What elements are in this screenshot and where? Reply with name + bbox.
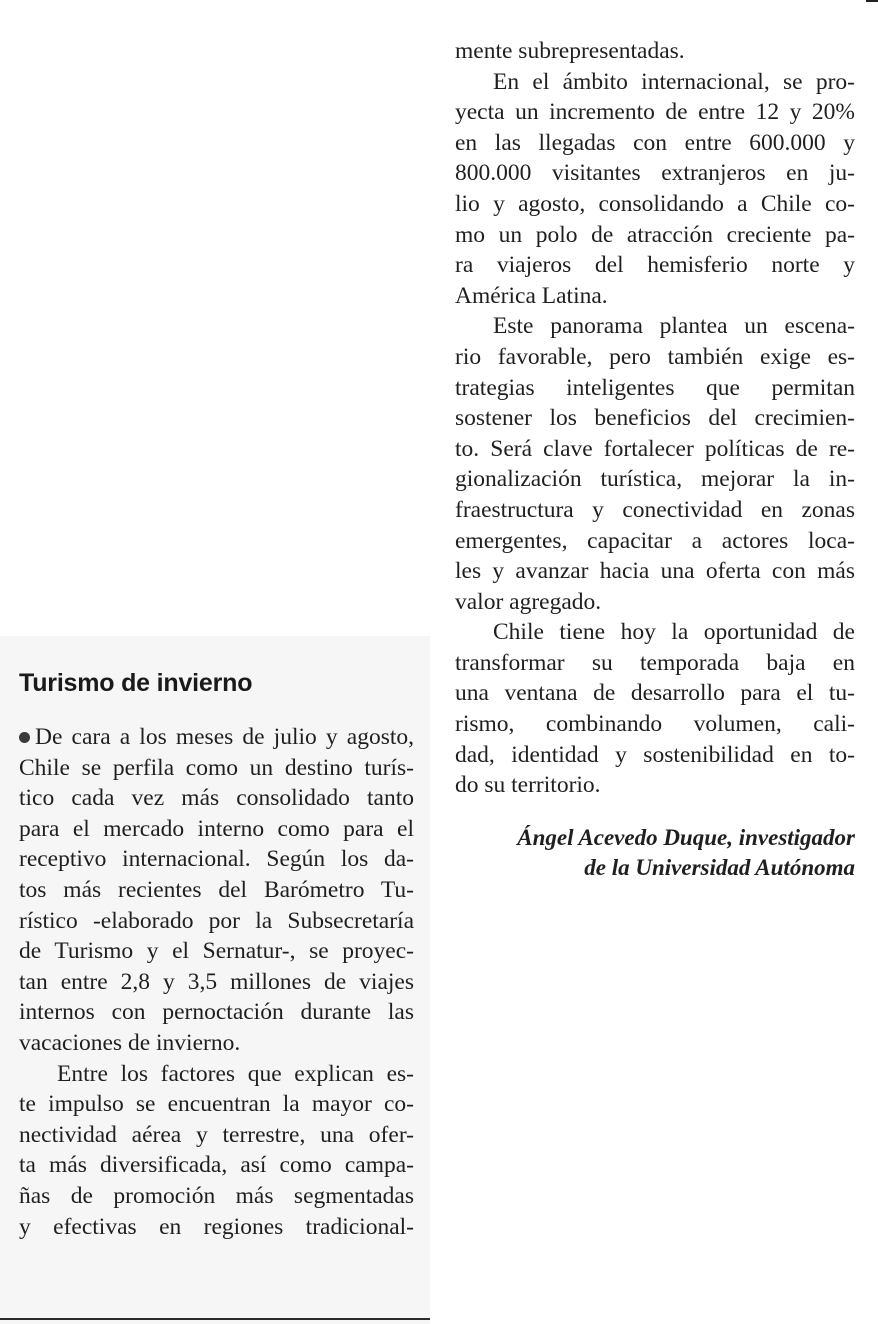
- sidebar-title: Turismo de invierno: [19, 669, 253, 697]
- text-line: mente subrepresentadas.: [455, 38, 685, 64]
- text-line: rismo, combinando volumen, cali-: [455, 711, 855, 738]
- text-line: sostener los beneficios del crecimien-: [455, 405, 855, 432]
- text-line-content: De cara a los meses de julio y agosto,: [35, 724, 414, 750]
- text-line: América Latina.: [455, 282, 608, 309]
- text-line: Entre los factores que explican es-: [57, 1060, 414, 1087]
- text-line: Chile se perfila como un destino turís-: [19, 754, 414, 781]
- text-line: vacaciones de invierno.: [19, 1029, 241, 1056]
- top-right-rule: [866, 0, 878, 2]
- text-line: y efectivas en regiones tradicional-: [19, 1213, 414, 1240]
- text-line: valor agregado.: [455, 588, 602, 615]
- text-line: [19, 722, 414, 753]
- sidebar-box: [19, 666, 414, 1242]
- text-line: Chile tiene hoy la oportunidad de: [493, 619, 855, 646]
- text-line: mo un polo de atracción creciente pa-: [455, 221, 855, 248]
- text-line: ta más diversificada, así como campa-: [19, 1152, 414, 1179]
- text-line: para el mercado interno como para el: [19, 815, 414, 842]
- text-line: do su territorio.: [455, 772, 601, 799]
- text-line: fraestructura y conectividad en zonas: [455, 496, 855, 523]
- text-line: en las llegadas con entre 600.000 y: [455, 129, 855, 156]
- bullet-icon: [19, 732, 30, 743]
- text-line: to. Será clave fortalecer políticas de re-: [455, 435, 855, 462]
- paragraph: [19, 722, 414, 1059]
- text-line: tico cada vez más consolidado tanto: [19, 785, 414, 812]
- text-line: transformar su temporada baja en: [455, 649, 855, 676]
- text-line: una ventana de desarrollo para el tu-: [455, 680, 855, 707]
- text-line: receptivo internacional. Según los da-: [19, 846, 414, 873]
- text-line: trategias inteligentes que permitan: [455, 374, 855, 401]
- text-line: dad, identidad y sostenibilidad en to-: [455, 741, 855, 768]
- text-line: internos con pernoctación durante las: [19, 999, 414, 1026]
- sidebar-body: [19, 722, 414, 1242]
- text-line: ra viajeros del hemisferio norte y: [455, 252, 855, 279]
- text-line: rístico -elaborado por la Subsecretaría: [19, 907, 414, 934]
- text-line: te impulso se encuentran la mayor co-: [19, 1091, 414, 1118]
- text-line: les y avanzar hacia una oferta con más: [455, 558, 855, 585]
- text-line: de Turismo y el Sernatur-, se proyec-: [19, 938, 414, 965]
- paragraph: [455, 617, 855, 801]
- text-line: ñas de promoción más segmentadas: [19, 1182, 414, 1209]
- bottom-rule: [0, 1318, 430, 1320]
- text-line: yecta un incremento de entre 12 y 20%: [455, 99, 855, 126]
- paragraph: [455, 311, 855, 617]
- text-line: Este panorama plantea un escena-: [493, 313, 855, 340]
- text-line: 800.000 visitantes extranjeros en ju-: [455, 160, 855, 187]
- text-line: nectividad aérea y terrestre, una ofer-: [19, 1121, 414, 1148]
- text-line: tos más recientes del Barómetro Tu-: [19, 876, 414, 903]
- article-right-column: [455, 36, 855, 884]
- text-line: tan entre 2,8 y 3,5 millones de viajes: [19, 968, 414, 995]
- paragraph: [19, 1059, 414, 1243]
- text-line: emergentes, capacitar a actores loca-: [455, 527, 855, 554]
- byline-name: Ángel Acevedo Duque, investigador: [517, 824, 855, 850]
- text-line: lio y agosto, consolidando a Chile co-: [455, 190, 855, 217]
- text-line: gionalización turística, mejorar la in-: [455, 466, 855, 493]
- paragraph: [455, 67, 855, 312]
- byline-affiliation: de la Universidad Autónoma: [584, 855, 855, 881]
- author-byline: [455, 823, 855, 884]
- text-line: En el ámbito internacional, se pro-: [493, 68, 855, 95]
- text-line: rio favorable, pero también exige es-: [455, 343, 855, 370]
- paragraph: [455, 36, 855, 67]
